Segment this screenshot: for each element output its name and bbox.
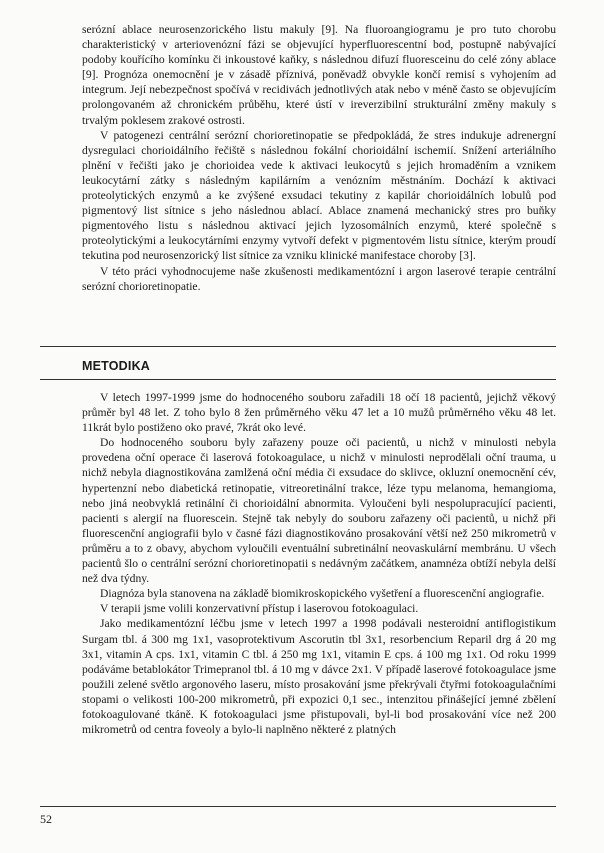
- methods-paragraph-2: Do hodnoceného souboru byly zařazeny pouze oči pacientů, u nichž v minulosti nebyla provedena oční operace či laserová fotokoagulace, u nichž v minulosti neprodělali oční trauma, u nichž nebyla diagnostikována zamlžená oční média či exsudace do sklivce, okluzní onemocnění cév, hypertenzní nebo diabetická retinopatie, vitreoretinální trakce, léze typu melanoma, hemangioma, nebo jiná neobvyklá retinální či chorioidální abnormita. Vyloučeni byli nespolupracující pacienti, pacienti s alergií na fluorescein. Stejně tak nebyly do souboru zařazeny oči pacientů, u nichž při fluorescenční angiografii bylo v časné fázi diagnostikováno prosakování větší než 250 mikrometrů v průměru a to z obavy, abychom vyloučili eventuální subretinální neovaskulární membránu. U všech pacientů šlo o centrální serózní chorioretinopatii s nedávným začátkem, anamnéza obtíží nebyla delší než dva týdny.: [82, 436, 556, 586]
- page-number: 52: [40, 812, 52, 826]
- intro-paragraph-3: V této práci vyhodnocujeme naše zkušenosti medikamentózní i argon laserové terapie centrální serózní chorioretinopatie.: [82, 264, 556, 293]
- methods-paragraph-4: V terapii jsme volili konzervativní přístup i laserovou fotokoagulaci.: [100, 602, 419, 616]
- intro-paragraph-2: V patogenezi centrální serózní chorioretinopatie se předpokládá, že stres indukuje adrenergní dysregulaci chorioidálního řečiště s následnou fokální chorioidální ischemií. Snížení arteriálního plnění v řečišti jako je chorioidea vede k aktivaci leukocytů s jejich hromaděním a vznikem leukocytární zátky s následným kapilárním a venózním městnáním. Dochází k aktivaci proteolytických enzymů a ke zvýšené exsudaci tekutiny z kapilár chorioidálních lobulů pod pigmentový list sítnice s jeho následnou ablací. Ablace znamená mechanický stres pro buňky pigmentového listu s následnou aktivací jejich lyzosomálních enzymů, které společně s proteolytickými a leukocytárními enzymy vytvoří defekt v pigmentovém listu sítnice, kterým proudí tekutina pod neurosenzorický list sítnice za vzniku klinické manifestace choroby [3].: [82, 128, 556, 263]
- intro-section: [82, 22, 556, 294]
- section-top-rule: [40, 346, 556, 347]
- methods-paragraph-3: Diagnóza byla stanovena na základě biomikroskopického vyšetření a fluorescenční angiografie.: [100, 587, 545, 601]
- methods-paragraph-1: V letech 1997-1999 jsme do hodnoceného souboru zařadili 18 očí 18 pacientů, jejichž věkový průměr byl 48 let. Z toho bylo 8 žen průměrného věku 47 let a 10 mužů průměrného věku 48 let. 11krát bylo postiženo oko pravé, 7krát oko levé.: [82, 391, 556, 435]
- methods-section: [82, 390, 556, 737]
- section-heading: METODIKA: [82, 359, 151, 373]
- methods-paragraph-5: Jako medikamentózní léčbu jsme v letech 1997 a 1998 podávali nesteroidní antiflogistikum Surgam tbl. á 300 mg 1x1, vasoprotektivum Ascorutin tbl 3x1, resorbencium Reparil drg á 20 mg 3x1, vitamin A cps. 1x1, vitamin C tbl. á 250 mg 1x1, vitamin E cps. á 100 mg 1x1. Od roku 1999 podáváme betablokátor Trimepranol tbl. á 10 mg v dávce 2x1. V případě laserové fotokoagulace jsme použili zelené světlo argonového laseru, místo prosakování jsme překrývali čtyřmi fotokoagulačními stopami o velikosti 100-200 mikrometrů, při expozici 0,1 sec., intenzitou přinášející jemné zbělení fotokoagulované tkáně. K fotokoagulaci jsme přistupovali, byl-li bod prosakování více než 200 mikrometrů od centra foveoly a bylo-li naplněno některé z platných: [82, 617, 556, 737]
- intro-paragraph-1: serózní ablace neurosenzorického listu makuly [9]. Na fluoroangiogramu je pro tuto chorobu charakteristický v arteriovenózní fázi se objevující hyperfluorescentní bod, postupně nabývající podoby kouřícího komínku či inkoustové kaňky, s následnou difuzí fluoresceinu do celé zóny ablace [9]. Prognóza onemocnění je v zásadě příznivá, poněvadž obvykle končí remisí s vyhojením ad integrum. Její nebezpečnost spočívá v recidivách jednotlivých atak nebo v méně často se objevujícím prolongovaném až chronickém průběhu, které ústí v ireverzibilní strukturální změny makuly s trvalým poklesem zrakové ostrosti.: [82, 23, 556, 127]
- section-bottom-rule: [40, 379, 556, 380]
- footer-rule: [40, 806, 556, 807]
